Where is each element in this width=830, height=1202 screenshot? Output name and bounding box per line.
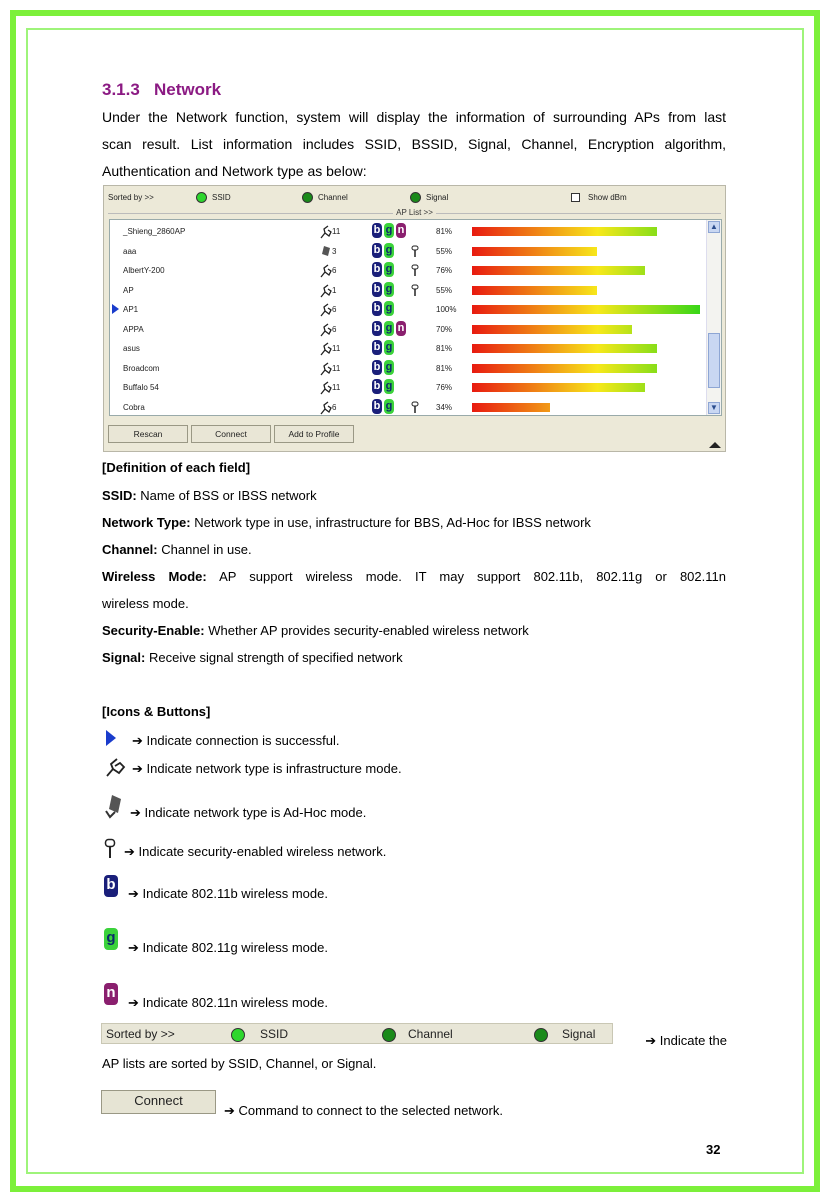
sort-ssid-label: SSID bbox=[212, 193, 231, 202]
infrastructure-icon: 11 bbox=[320, 381, 350, 395]
infrastructure-icon: 6 bbox=[320, 323, 350, 337]
sort-channel-radio[interactable] bbox=[302, 192, 313, 203]
ap-ssid: Broadcom bbox=[123, 363, 160, 373]
signal-bar bbox=[472, 325, 632, 334]
sort-signal-label: Signal bbox=[426, 193, 449, 202]
signal-percent: 70% bbox=[436, 324, 453, 334]
signal-percent: 34% bbox=[436, 402, 453, 412]
mode-b-icon: b bbox=[373, 380, 381, 392]
infrastructure-icon: 11 bbox=[320, 342, 350, 356]
mode-n-icon: n bbox=[397, 224, 405, 236]
ap-row[interactable] bbox=[110, 378, 710, 397]
page-number: 32 bbox=[706, 1142, 721, 1157]
ap-ssid: Buffalo 54 bbox=[123, 383, 159, 392]
ap-row[interactable] bbox=[110, 300, 710, 319]
signal-percent: 76% bbox=[436, 266, 453, 275]
mode-g-icon: g bbox=[385, 243, 393, 256]
security-key-icon bbox=[411, 401, 419, 414]
mode-b-icon: b bbox=[373, 282, 381, 295]
mode-b-icon: b bbox=[373, 399, 381, 412]
ap-ssid: AP bbox=[123, 285, 134, 295]
intro-paragraph bbox=[102, 104, 726, 185]
mode-g-icon: g bbox=[385, 399, 393, 412]
signal-bar bbox=[472, 286, 597, 295]
def-signal: Signal: Receive signal strength of specified network bbox=[102, 650, 403, 665]
mode-g-icon: g bbox=[104, 928, 118, 950]
ap-ssid: aaa bbox=[123, 246, 137, 256]
legend-infrastructure: ➔ Indicate network type is infrastructure mode. bbox=[132, 761, 402, 776]
signal-bar bbox=[472, 227, 657, 236]
legend-adhoc: ➔ Indicate network type is Ad-Hoc mode. bbox=[130, 805, 367, 820]
security-key-icon bbox=[104, 838, 116, 860]
mode-n-icon: n bbox=[397, 321, 405, 334]
signal-bar bbox=[472, 364, 657, 373]
def-ssid: SSID: Name of BSS or IBSS network bbox=[102, 488, 317, 503]
signal-sample-label: Signal bbox=[562, 1027, 596, 1041]
ap-ssid: Cobra bbox=[123, 402, 145, 412]
def-wireless-mode: Wireless Mode: AP support wireless mode. IT may support 802.11b, 802.11g or 802.11n bbox=[102, 569, 726, 584]
collapse-arrow-icon[interactable] bbox=[709, 442, 721, 448]
connected-arrow-icon bbox=[112, 304, 119, 314]
infrastructure-icon: 1 bbox=[320, 284, 350, 298]
security-key-icon bbox=[411, 284, 419, 297]
mode-g-icon: g bbox=[385, 321, 393, 334]
sort-bar-sample bbox=[101, 1023, 613, 1044]
infrastructure-icon: 6 bbox=[320, 264, 350, 278]
ap-ssid: AlbertY-200 bbox=[123, 266, 165, 275]
intro-line: scan result. List information includes SSID, BSSID, Signal, Channel, Encryption algorithm, bbox=[102, 136, 726, 152]
def-security: Security-Enable: Whether AP provides security-enabled wireless network bbox=[102, 623, 529, 638]
ap-ssid: asus bbox=[123, 344, 140, 353]
sort-signal-radio[interactable] bbox=[410, 192, 421, 203]
mode-b-icon: b bbox=[373, 360, 381, 373]
signal-bar bbox=[472, 247, 597, 256]
connect-button[interactable]: Connect bbox=[191, 425, 271, 443]
mode-g-icon: g bbox=[385, 341, 393, 353]
mode-n-icon: n bbox=[104, 983, 118, 1005]
def-wireless-mode-cont: wireless mode. bbox=[102, 596, 189, 611]
legend-security: ➔ Indicate security-enabled wireless network. bbox=[124, 844, 387, 859]
signal-percent: 81% bbox=[436, 227, 453, 236]
ap-list[interactable] bbox=[109, 219, 722, 416]
infrastructure-icon: 11 bbox=[320, 225, 350, 239]
show-dbm-checkbox[interactable] bbox=[571, 193, 580, 202]
mode-g-icon: g bbox=[385, 263, 393, 275]
intro-line: Under the Network function, system will display the information of surrounding APs from last bbox=[102, 109, 726, 125]
signal-percent: 100% bbox=[436, 305, 457, 314]
signal-percent: 81% bbox=[436, 363, 453, 373]
ap-row[interactable] bbox=[110, 242, 710, 261]
signal-percent: 81% bbox=[436, 344, 453, 353]
signal-bar bbox=[472, 305, 700, 314]
channel-dot-icon bbox=[382, 1028, 396, 1042]
ap-list-label: AP List >> bbox=[104, 208, 725, 217]
legend-mode-b: ➔ Indicate 802.11b wireless mode. bbox=[128, 886, 328, 901]
mode-g-icon: g bbox=[385, 360, 393, 373]
section-title bbox=[102, 80, 221, 100]
signal-bar bbox=[472, 403, 550, 412]
infrastructure-icon bbox=[104, 756, 126, 778]
add-to-profile-button[interactable]: Add to Profile bbox=[274, 425, 354, 443]
adhoc-icon bbox=[104, 793, 126, 819]
mode-b-icon: b bbox=[373, 263, 381, 275]
mode-g-icon: g bbox=[385, 380, 393, 392]
ap-ssid: _Shieng_2860AP bbox=[123, 227, 186, 236]
ssid-sample-label: SSID bbox=[260, 1027, 289, 1041]
ap-row[interactable] bbox=[110, 359, 710, 378]
mode-g-icon: g bbox=[385, 282, 393, 295]
ap-row[interactable] bbox=[110, 222, 710, 241]
connect-sample-button: Connect bbox=[101, 1090, 216, 1114]
definitions-heading: [Definition of each field] bbox=[102, 460, 251, 475]
scroll-down-button[interactable]: ▼ bbox=[708, 402, 720, 414]
section-number: 3.1.3 bbox=[102, 80, 140, 99]
ssid-dot-icon bbox=[231, 1028, 245, 1042]
sorted-by-sample-label: Sorted by >> bbox=[106, 1027, 175, 1041]
mode-b-icon: b bbox=[104, 875, 118, 897]
sort-legend-desc: AP lists are sorted by SSID, Channel, or Signal. bbox=[102, 1056, 377, 1071]
infrastructure-icon: 11 bbox=[320, 362, 350, 376]
icons-heading: [Icons & Buttons] bbox=[102, 704, 211, 719]
sort-channel-label: Channel bbox=[318, 193, 348, 202]
signal-bar bbox=[472, 344, 657, 353]
connected-arrow-icon bbox=[104, 729, 118, 747]
signal-percent: 55% bbox=[436, 285, 453, 295]
rescan-button[interactable]: Rescan bbox=[108, 425, 188, 443]
ap-row[interactable] bbox=[110, 320, 710, 339]
network-screenshot bbox=[103, 185, 726, 452]
mode-g-icon: g bbox=[385, 302, 393, 314]
sort-ssid-radio[interactable] bbox=[196, 192, 207, 203]
mode-b-icon: b bbox=[373, 321, 381, 334]
ap-row[interactable] bbox=[110, 339, 710, 358]
mode-b-icon: b bbox=[373, 224, 381, 236]
adhoc-icon: 3 bbox=[320, 245, 350, 259]
ap-row[interactable] bbox=[110, 261, 710, 280]
def-network-type: Network Type: Network type in use, infrastructure for BBS, Ad-Hoc for IBSS network bbox=[102, 515, 591, 530]
infrastructure-icon: 6 bbox=[320, 401, 350, 415]
legend-mode-n: ➔ Indicate 802.11n wireless mode. bbox=[128, 995, 328, 1010]
signal-bar bbox=[472, 266, 645, 275]
security-key-icon bbox=[411, 264, 419, 277]
show-dbm-label: Show dBm bbox=[588, 193, 627, 202]
mode-b-icon: b bbox=[373, 341, 381, 353]
sort-legend-tail: ➔ Indicate the bbox=[645, 1033, 727, 1048]
sort-bar bbox=[104, 186, 725, 210]
signal-bar bbox=[472, 383, 645, 392]
section-title-text: Network bbox=[153, 80, 222, 99]
ap-ssid: AP1 bbox=[123, 305, 139, 314]
connect-desc: ➔ Command to connect to the selected network. bbox=[224, 1103, 503, 1118]
sorted-by-label: Sorted by >> bbox=[108, 193, 154, 202]
mode-g-icon: g bbox=[385, 224, 393, 236]
ap-row[interactable] bbox=[110, 398, 710, 417]
legend-connected: ➔ Indicate connection is successful. bbox=[132, 733, 340, 748]
mode-b-icon: b bbox=[373, 302, 381, 314]
ap-ssid: APPA bbox=[123, 324, 144, 334]
mode-b-icon: b bbox=[373, 243, 381, 256]
channel-sample-label: Channel bbox=[408, 1027, 453, 1041]
signal-dot-icon bbox=[534, 1028, 548, 1042]
def-channel: Channel: Channel in use. bbox=[102, 542, 252, 557]
ap-row[interactable] bbox=[110, 281, 710, 300]
signal-percent: 76% bbox=[436, 383, 453, 392]
scroll-up-button[interactable]: ▲ bbox=[708, 221, 720, 233]
legend-mode-g: ➔ Indicate 802.11g wireless mode. bbox=[128, 940, 328, 955]
security-key-icon bbox=[411, 245, 419, 258]
intro-line: Authentication and Network type as below: bbox=[102, 163, 367, 179]
infrastructure-icon: 6 bbox=[320, 303, 350, 317]
signal-percent: 55% bbox=[436, 246, 453, 256]
